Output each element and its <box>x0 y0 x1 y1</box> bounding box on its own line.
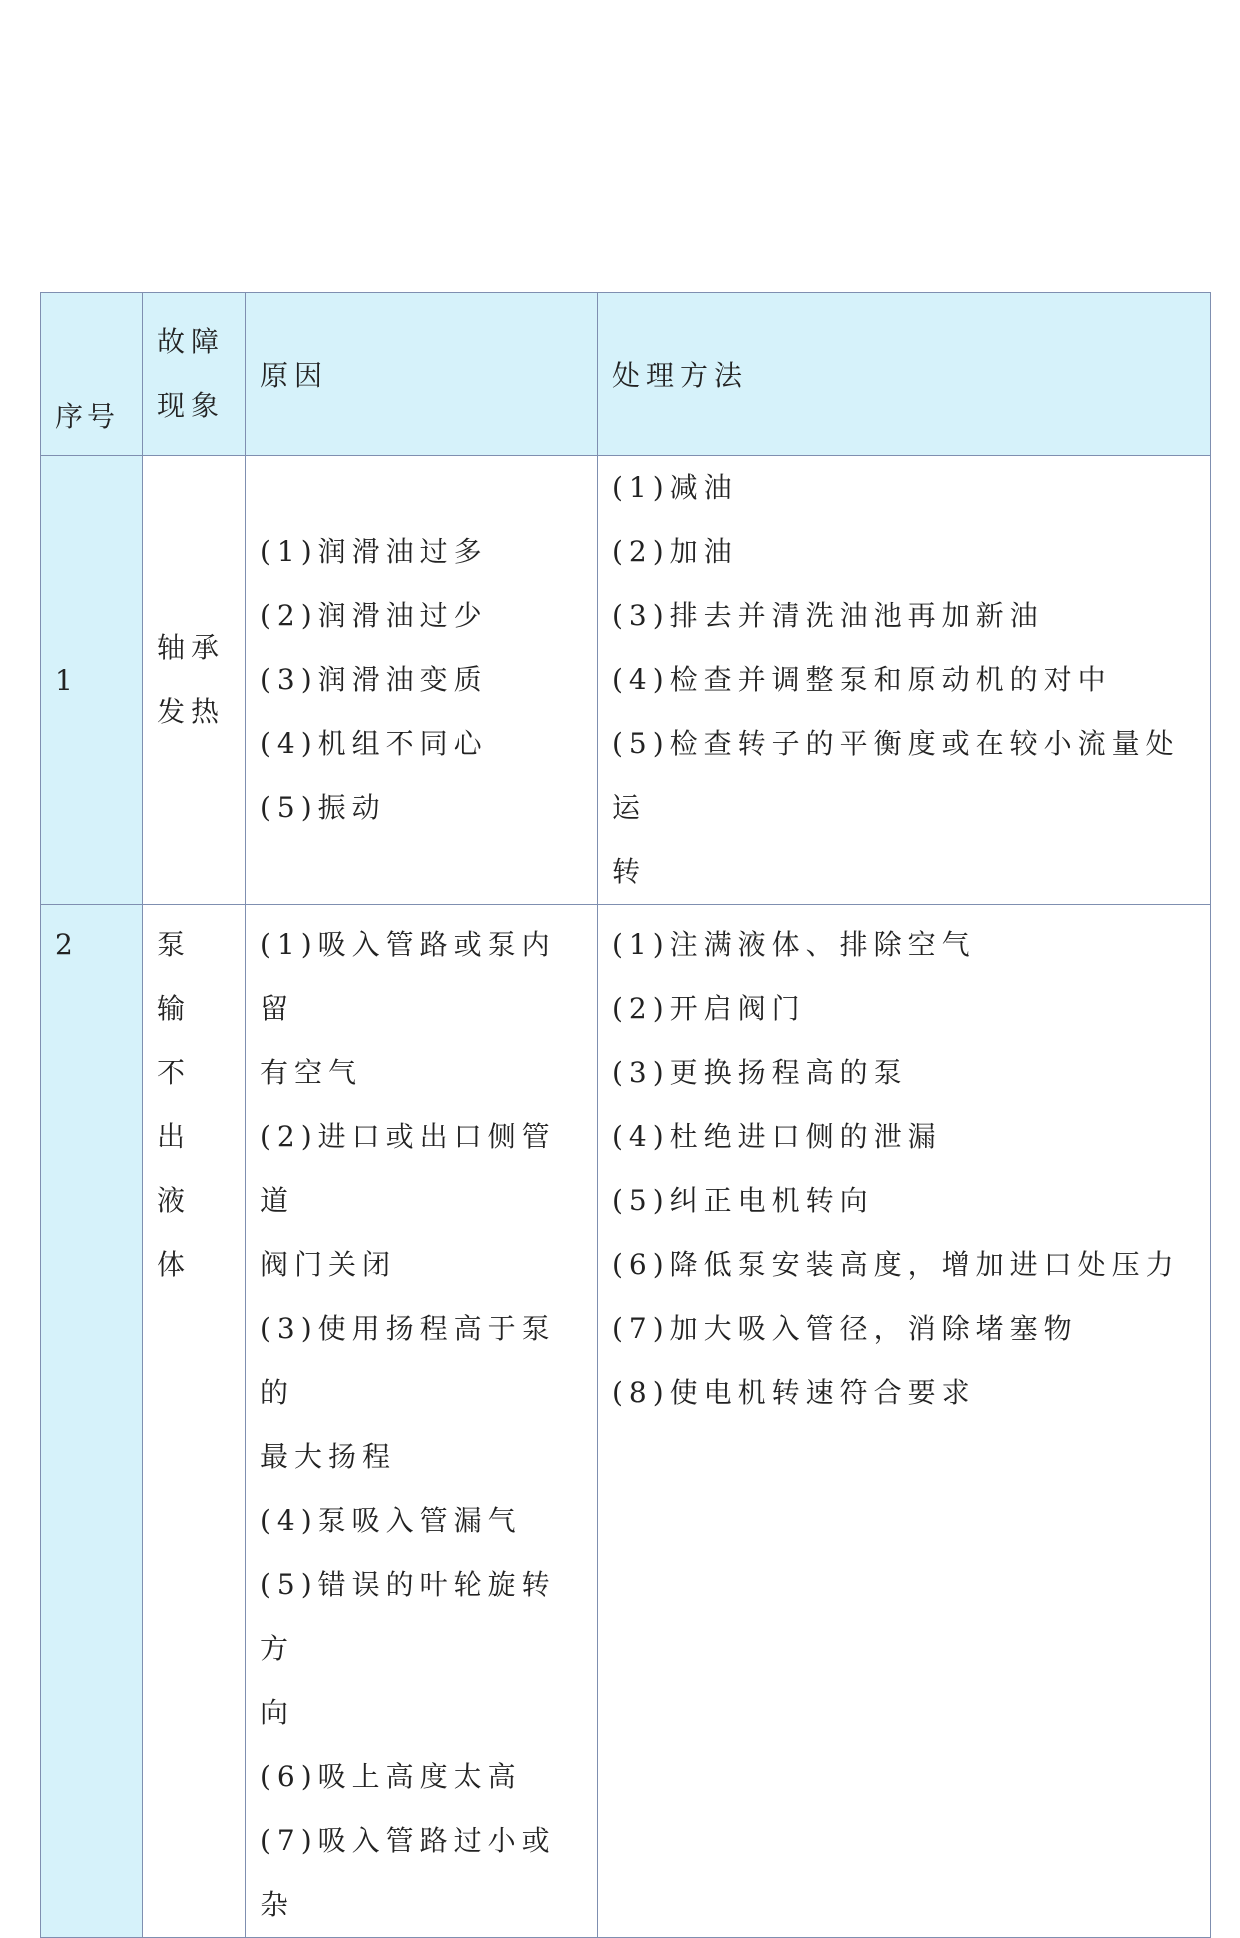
fault-line: 轴承 <box>157 631 226 664</box>
row-fault <box>143 456 246 905</box>
solution-item: (8)使电机转速符合要求 <box>612 1376 976 1409</box>
cause-item: (6)吸上高度太高 <box>260 1760 522 1793</box>
cause-item: (4)泵吸入管漏气 <box>260 1504 522 1537</box>
cause-item: (2)润滑油过少 <box>260 599 488 632</box>
cause-item: (2)进口或出口侧管道 <box>260 1120 556 1217</box>
fault-char: 出 <box>157 1120 192 1153</box>
solution-item: (1)减油 <box>612 471 738 504</box>
cause-item: (1)吸入管路或泵内留 <box>260 928 556 1025</box>
header-fault-line: 故障 <box>157 325 226 358</box>
solution-item: (2)加油 <box>612 535 738 568</box>
cause-item: 阀门关闭 <box>260 1248 397 1281</box>
header-solution: 处理方法 <box>598 293 1211 456</box>
pump-fault-table <box>40 292 1211 1938</box>
header-fault <box>143 293 246 456</box>
solution-item: (4)杜绝进口侧的泄漏 <box>612 1120 942 1153</box>
row-causes <box>246 905 598 1938</box>
cause-item: 向 <box>260 1696 295 1729</box>
row-seq: 2 <box>41 905 143 1938</box>
fault-char: 泵 <box>157 928 192 961</box>
row-seq: 1 <box>41 456 143 905</box>
row-solutions <box>598 456 1211 905</box>
table-row <box>41 456 1211 905</box>
solution-item: (2)开启阀门 <box>612 992 806 1025</box>
fault-line: 发热 <box>157 695 226 728</box>
solution-item: (3)排去并清洗油池再加新油 <box>612 599 1044 632</box>
table-header-row <box>41 293 1211 456</box>
solution-item: (1)注满液体、排除空气 <box>612 928 976 961</box>
fault-char: 液 <box>157 1184 192 1217</box>
header-seq: 序号 <box>41 293 143 456</box>
header-cause: 原因 <box>246 293 598 456</box>
cause-item: (1)润滑油过多 <box>260 535 488 568</box>
solution-item: (7)加大吸入管径，消除堵塞物 <box>612 1312 1078 1345</box>
solution-item: (3)更换扬程高的泵 <box>612 1056 908 1089</box>
cause-item: (5)振动 <box>260 791 386 824</box>
row-solutions <box>598 905 1211 1938</box>
cause-item: (7)吸入管路过小或杂 <box>260 1824 556 1921</box>
cause-item: (4)机组不同心 <box>260 727 488 760</box>
table-row <box>41 905 1211 1938</box>
solution-item: (5)检查转子的平衡度或在较小流量处运 <box>612 727 1180 824</box>
cause-item: (3)润滑油变质 <box>260 663 488 696</box>
solution-item: (5)纠正电机转向 <box>612 1184 874 1217</box>
cause-item: 有空气 <box>260 1056 363 1089</box>
row-fault <box>143 905 246 1938</box>
solution-item: 转 <box>612 855 647 888</box>
fault-char: 体 <box>157 1248 192 1281</box>
fault-char: 不 <box>157 1056 192 1089</box>
cause-item: (3)使用扬程高于泵的 <box>260 1312 556 1409</box>
cause-item: (5)错误的叶轮旋转方 <box>260 1568 556 1665</box>
header-fault-line: 现象 <box>157 389 226 422</box>
solution-item: (4)检查并调整泵和原动机的对中 <box>612 663 1112 696</box>
cause-item: 最大扬程 <box>260 1440 397 1473</box>
solution-item: (6)降低泵安装高度，增加进口处压力 <box>612 1248 1180 1281</box>
row-causes <box>246 456 598 905</box>
fault-char: 输 <box>157 992 192 1025</box>
